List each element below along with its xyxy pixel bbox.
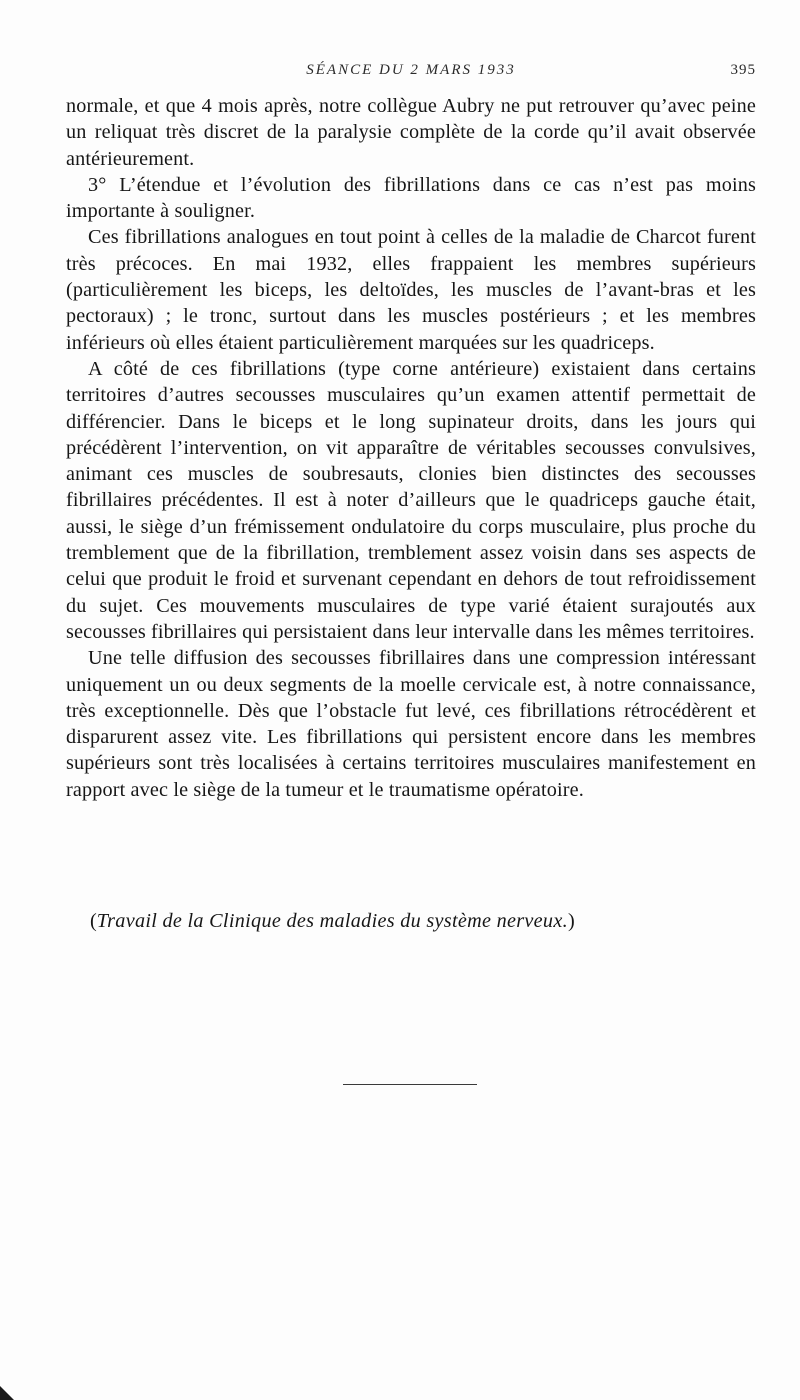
running-header (66, 62, 756, 86)
end-rule (343, 1084, 477, 1085)
paragraph-diffusion: Une telle diffusion des secousses fibrillaires dans une compression intéressant uniquement un ou deux segments de la moelle cervicale est, à notre connaissance, très exceptionnelle. Dès que l’obstacle fut levé, ces fibrillations rétrocédèrent et disparurent assez vite. Les fibrillations qui persistent encore dans les membres supérieurs sont très localisées à certains territoires musculaires manifestement en rapport avec le siège de la tumeur et le traumatisme opératoire. (66, 647, 756, 801)
work-credit (90, 908, 690, 934)
running-title: SÉANCE DU 2 MARS 1933 (306, 62, 516, 78)
paragraph-point-3: 3° L’étendue et l’évolution des fibrillations dans ce cas n’est pas moins importante à souligner. (66, 173, 756, 223)
credit-close-paren: ) (567, 910, 575, 932)
paragraph-fibrillations-onset: Ces fibrillations analogues en tout point à celles de la maladie de Charcot furent très précoces. En mai 1932, elles frappaient les membres supérieurs (particulièrement les biceps, les deltoïdes, les muscles de l’avant-bras et les pectoraux) ; le tronc, surtout dans les muscles postérieurs ; et les membres inférieurs où elles étaient particulièrement marquées sur les quadriceps. (66, 226, 756, 354)
body-text (66, 93, 756, 803)
page-number: 395 (730, 62, 756, 78)
scan-corner-mark (0, 1386, 14, 1400)
credit-text: Travail de la Clinique des maladies du système nerveux. (96, 910, 568, 932)
paragraph-other-secousses: A côté de ces fibrillations (type corne antérieure) existaient dans certains territoires d’autres secousses musculaires qu’un examen attentif permettait de différencier. Dans le biceps et le long supinateur droits, dans les jours qui précédèrent l’intervention, on vit apparaître de véritables secousses convulsives, animant ces muscles de soubresauts, clonies bien distinctes des secousses fibrillaires précédentes. Il est à noter d’ailleurs que le quadriceps gauche était, aussi, le siège d’un frémissement ondulatoire du corps musculaire, plus proche du tremblement que de la fibrillation, tremblement assez voisin dans ses aspects de celui que produit le froid et survenant cependant en dehors de tout refroidissement du sujet. Ces mouvements musculaires de type varié étaient surajoutés aux secousses fibrillaires qui persistaient dans leur intervalle dans les mêmes territoires. (66, 357, 756, 643)
paragraph-continued: normale, et que 4 mois après, notre collègue Aubry ne put retrouver qu’avec peine un reliquat très discret de la paralysie complète de la corde qu’il avait observée antérieurement. (66, 95, 756, 170)
credit-open-paren: ( (90, 910, 97, 932)
